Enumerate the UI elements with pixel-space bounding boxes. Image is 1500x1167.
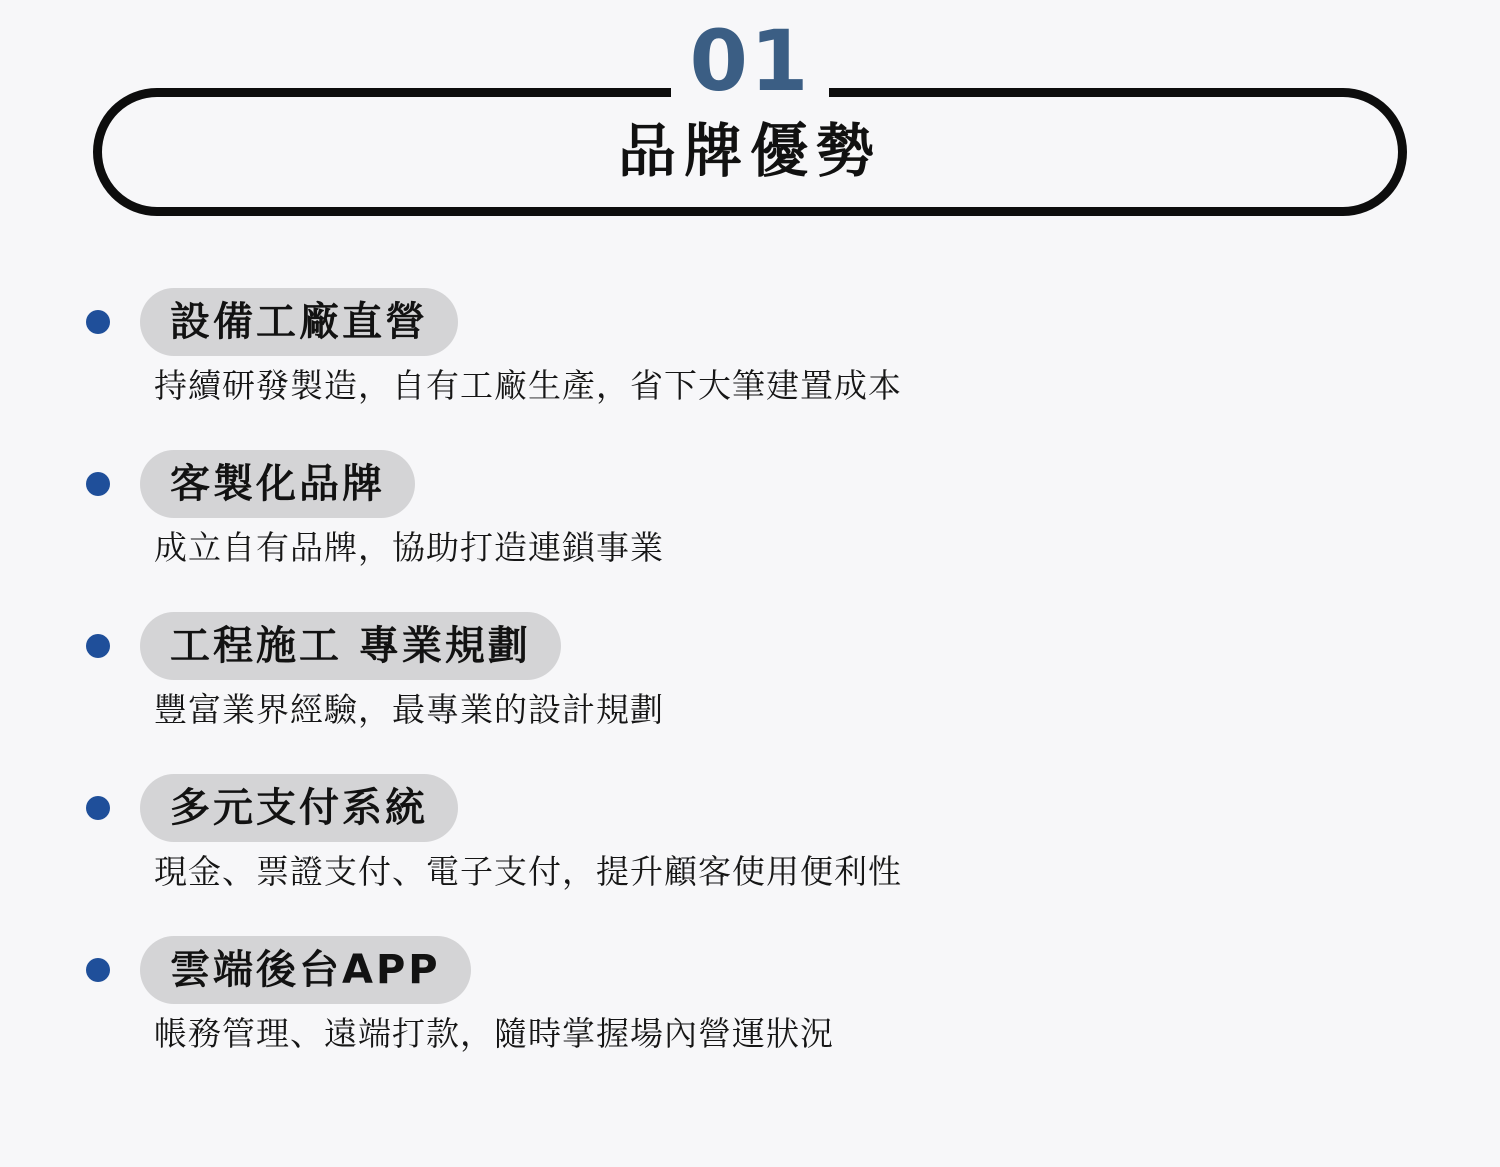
feature-title: 工程施工 專業規劃 [170, 623, 531, 669]
section-number-container [671, 12, 829, 110]
feature-item [0, 612, 1500, 752]
bullet-dot-icon [86, 472, 110, 496]
feature-title-pill [140, 774, 458, 842]
feature-item [0, 288, 1500, 428]
feature-title-pill [140, 936, 471, 1004]
feature-title: 客製化品牌 [170, 461, 385, 507]
feature-description: 成立自有品牌，協助打造連鎖事業 [154, 528, 664, 567]
section-number: 01 [689, 12, 811, 110]
feature-title: 雲端後台APP [170, 947, 441, 993]
feature-title-pill [140, 612, 561, 680]
bullet-dot-icon [86, 796, 110, 820]
feature-title: 多元支付系統 [170, 785, 428, 831]
feature-description: 帳務管理、遠端打款，隨時掌握場內營運狀況 [154, 1014, 834, 1053]
feature-description: 現金、票證支付、電子支付，提升顧客使用便利性 [154, 852, 902, 891]
feature-title-pill [140, 450, 415, 518]
bullet-dot-icon [86, 310, 110, 334]
bullet-dot-icon [86, 958, 110, 982]
feature-description: 持續研發製造，自有工廠生產，省下大筆建置成本 [154, 366, 902, 405]
feature-item [0, 774, 1500, 914]
feature-item [0, 450, 1500, 590]
feature-item [0, 936, 1500, 1076]
section-title: 品牌優勢 [617, 117, 882, 185]
feature-description: 豐富業界經驗，最專業的設計規劃 [154, 690, 664, 729]
feature-title-pill [140, 288, 458, 356]
bullet-dot-icon [86, 634, 110, 658]
feature-title: 設備工廠直營 [170, 299, 428, 345]
